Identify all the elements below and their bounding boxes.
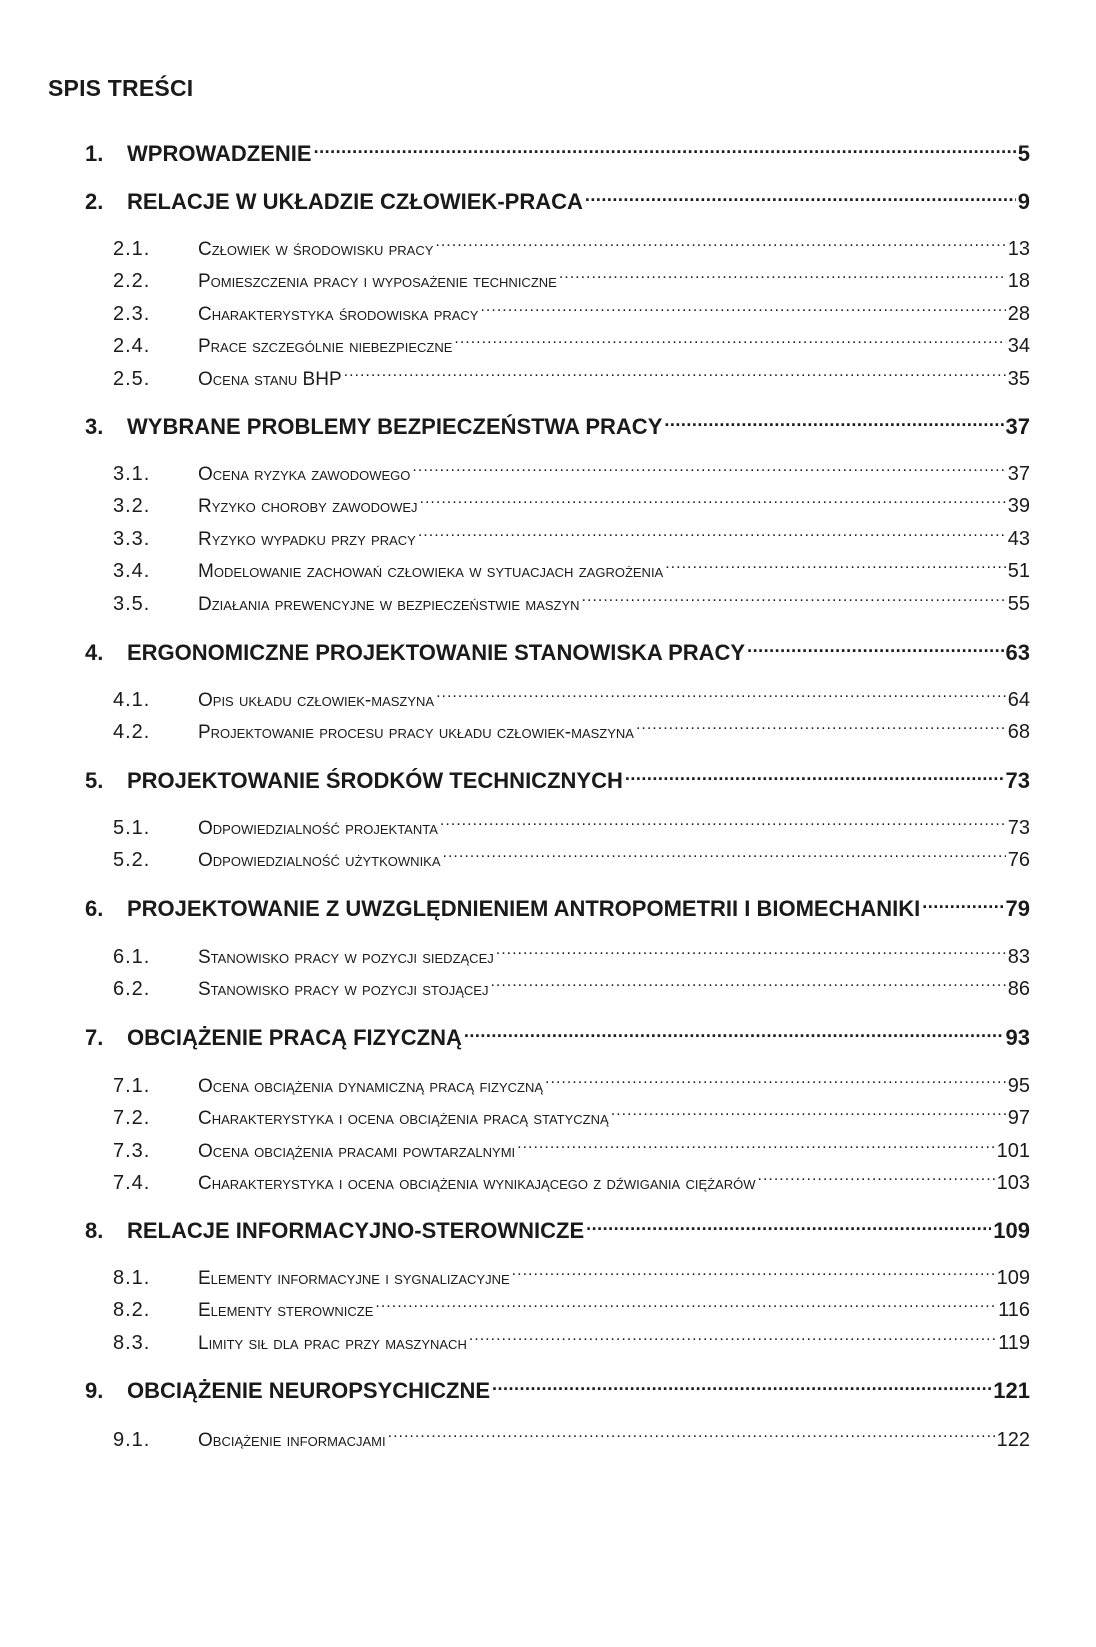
section-page-number: 101 — [996, 1139, 1030, 1162]
toc-chapter-entry[interactable] — [85, 1022, 1030, 1054]
toc-section-entry[interactable] — [113, 234, 1030, 264]
section-page-number: 13 — [1007, 238, 1030, 260]
toc-chapter-entry[interactable] — [85, 186, 1030, 218]
chapter-number: 5. — [85, 768, 104, 793]
section-page-number: 73 — [1007, 817, 1030, 839]
toc-section-entry[interactable] — [113, 845, 1030, 875]
dot-leader — [492, 1376, 991, 1398]
section-title: Ocena obciążenia dynamiczną pracą fizyczną — [198, 1076, 544, 1097]
toc-section-entry[interactable] — [113, 717, 1030, 747]
section-number: 8.3. — [113, 1331, 151, 1354]
section-page-number: 34 — [1007, 335, 1030, 358]
chapter-number: 4. — [85, 640, 104, 665]
section-number: 5.2. — [113, 849, 151, 872]
section-title: Stanowisko pracy w pozycji siedzącej — [198, 947, 494, 968]
toc-section-entry[interactable] — [113, 1425, 1030, 1455]
section-number: 8.1. — [113, 1267, 151, 1289]
chapter-title: RELACJE W UKŁADZIE CZŁOWIEK-PRACA — [127, 189, 583, 214]
chapter-number: 2. — [85, 189, 104, 214]
dot-leader — [464, 1023, 1004, 1045]
section-page-number: 37 — [1007, 463, 1030, 485]
section-title: Elementy sterownicze — [198, 1300, 374, 1322]
section-title: Charakterystyka i ocena obciążenia pracą statyczną — [198, 1108, 609, 1130]
section-title: Modelowanie zachowań człowieka w sytuacjach zagrożenia — [198, 561, 664, 583]
section-title: Ocena stanu BHP — [198, 368, 342, 390]
section-page-number: 68 — [1007, 721, 1030, 744]
section-title: Ocena obciążenia pracami powtarzalnymi — [198, 1140, 516, 1162]
section-number: 6.2. — [113, 978, 151, 1001]
dot-leader — [664, 412, 1003, 434]
section-page-number: 119 — [998, 1331, 1030, 1354]
toc-chapter-entry[interactable] — [85, 1215, 1030, 1247]
section-title: Stanowisko pracy w pozycji stojącej — [198, 979, 489, 1001]
chapter-page-number: 73 — [1005, 768, 1030, 793]
section-number: 2.1. — [113, 238, 151, 260]
toc-section-entry[interactable] — [113, 266, 1030, 296]
toc-section-entry[interactable] — [113, 1103, 1030, 1133]
chapter-page-number: 9 — [1017, 189, 1030, 214]
section-page-number: 95 — [1007, 1075, 1030, 1097]
section-number: 2.3. — [113, 302, 151, 325]
section-number: 5.1. — [113, 817, 151, 839]
toc-section-entry[interactable] — [113, 1071, 1030, 1101]
page-title: SPIS TREŚCI — [48, 75, 194, 101]
chapter-title: OBCIĄŻENIE NEUROPSYCHICZNE — [127, 1378, 491, 1403]
toc-section-entry[interactable] — [113, 491, 1030, 521]
dot-leader — [582, 590, 1006, 610]
toc-section-entry[interactable] — [113, 364, 1030, 394]
toc-chapter-entry[interactable] — [85, 893, 1030, 925]
toc-section-entry[interactable] — [113, 1136, 1030, 1166]
dot-leader — [344, 365, 1006, 385]
section-title: Charakterystyka i ocena obciążenia wynikającego z dźwigania ciężarów — [198, 1173, 756, 1195]
toc-section-entry[interactable] — [113, 942, 1030, 972]
dot-leader — [559, 267, 1006, 287]
section-number: 2.5. — [113, 367, 151, 390]
section-number: 7.2. — [113, 1107, 151, 1130]
toc-section-entry[interactable] — [113, 331, 1030, 361]
dot-leader — [625, 766, 1004, 788]
toc-section-entry[interactable] — [113, 1328, 1030, 1358]
toc-chapter-entry[interactable] — [85, 138, 1030, 170]
chapter-title: PROJEKTOWANIE ŚRODKÓW TECHNICZNYCH — [127, 768, 623, 793]
section-page-number: 103 — [996, 1172, 1030, 1195]
toc-section-entry[interactable] — [113, 556, 1030, 586]
section-number: 7.3. — [113, 1139, 151, 1162]
dot-leader — [412, 460, 1005, 480]
toc-section-entry[interactable] — [113, 589, 1030, 619]
section-page-number: 51 — [1007, 560, 1030, 583]
dot-leader — [435, 235, 1005, 255]
section-number: 3.3. — [113, 527, 151, 550]
section-page-number: 64 — [1007, 689, 1030, 711]
chapter-title: WPROWADZENIE — [127, 141, 312, 166]
dot-leader — [469, 1329, 996, 1349]
section-page-number: 18 — [1007, 270, 1030, 293]
dot-leader — [436, 686, 1006, 706]
toc-section-entry[interactable] — [113, 685, 1030, 715]
chapter-title: PROJEKTOWANIE Z UWZGLĘDNIENIEM ANTROPOMETRII I BIOMECHANIKI — [127, 896, 921, 921]
section-title: Prace szczególnie niebezpieczne — [198, 336, 453, 358]
chapter-number: 3. — [85, 414, 104, 439]
section-title: Elementy informacyjne i sygnalizacyjne — [198, 1268, 510, 1289]
section-number: 6.1. — [113, 946, 151, 968]
section-page-number: 86 — [1007, 978, 1030, 1001]
chapter-page-number: 37 — [1005, 414, 1030, 439]
dot-leader — [636, 718, 1006, 738]
section-title: Charakterystyka środowiska pracy — [198, 303, 479, 325]
chapter-page-number: 5 — [1017, 141, 1030, 166]
section-title: Ryzyko choroby zawodowej — [198, 496, 418, 518]
dot-leader — [512, 1264, 995, 1284]
toc-section-entry[interactable] — [113, 459, 1030, 489]
section-number: 4.2. — [113, 721, 151, 744]
chapter-page-number: 121 — [993, 1378, 1030, 1403]
section-number: 2.4. — [113, 335, 151, 358]
dot-leader — [586, 1216, 991, 1238]
section-page-number: 43 — [1007, 527, 1030, 550]
section-page-number: 116 — [998, 1299, 1030, 1322]
chapter-number: 7. — [85, 1025, 104, 1050]
section-number: 3.4. — [113, 560, 151, 583]
dot-leader — [747, 638, 1003, 660]
dot-leader — [420, 492, 1006, 512]
toc-section-entry[interactable] — [113, 1168, 1030, 1198]
section-title: Opis układu człowiek-maszyna — [198, 690, 435, 711]
toc-section-entry[interactable] — [113, 299, 1030, 329]
dot-leader — [922, 894, 1003, 916]
dot-leader — [375, 1296, 996, 1316]
dot-leader — [480, 300, 1005, 320]
section-page-number: 76 — [1007, 849, 1030, 872]
section-number: 3.1. — [113, 463, 151, 485]
toc-section-entry[interactable] — [113, 1263, 1030, 1293]
toc-chapter-entry[interactable] — [85, 765, 1030, 797]
section-title: Pomieszczenia pracy i wyposażenie techniczne — [198, 271, 557, 293]
chapter-number: 6. — [85, 896, 104, 921]
section-title: Ryzyko wypadku przy pracy — [198, 528, 416, 550]
dot-leader — [545, 1072, 1006, 1092]
toc-chapter-entry[interactable] — [85, 637, 1030, 669]
section-number: 4.1. — [113, 689, 151, 711]
toc-section-entry[interactable] — [113, 1295, 1030, 1325]
toc-section-entry[interactable] — [113, 524, 1030, 554]
section-title: Człowiek w środowisku pracy — [198, 239, 434, 260]
section-number: 7.1. — [113, 1075, 151, 1097]
section-page-number: 28 — [1007, 302, 1030, 325]
chapter-page-number: 63 — [1005, 640, 1030, 665]
chapter-page-number: 93 — [1005, 1025, 1030, 1050]
section-number: 3.5. — [113, 592, 151, 615]
section-number: 9.1. — [113, 1429, 151, 1451]
toc-section-entry[interactable] — [113, 974, 1030, 1004]
section-title: Odpowiedzialność projektanta — [198, 818, 438, 839]
dot-leader — [490, 975, 1005, 995]
dot-leader — [454, 332, 1005, 352]
chapter-number: 8. — [85, 1218, 104, 1243]
dot-leader — [388, 1426, 995, 1446]
dot-leader — [665, 557, 1006, 577]
dot-leader — [758, 1169, 995, 1189]
dot-leader — [314, 139, 1016, 161]
section-number: 3.2. — [113, 495, 151, 518]
section-title: Działania prewencyjne w bezpieczeństwie maszyn — [198, 593, 580, 615]
toc-section-entry[interactable] — [113, 813, 1030, 843]
dot-leader — [443, 846, 1006, 866]
section-title: Limity sił dla prac przy maszynach — [198, 1332, 467, 1354]
dot-leader — [517, 1137, 994, 1157]
dot-leader — [496, 943, 1006, 963]
section-number: 8.2. — [113, 1299, 151, 1322]
chapter-page-number: 109 — [993, 1218, 1030, 1243]
dot-leader — [440, 814, 1006, 834]
chapter-number: 1. — [85, 141, 104, 166]
section-number: 2.2. — [113, 270, 151, 293]
section-title: Odpowiedzialność użytkownika — [198, 850, 441, 872]
section-page-number: 109 — [996, 1267, 1030, 1289]
section-page-number: 39 — [1007, 495, 1030, 518]
toc-chapter-entry[interactable] — [85, 1375, 1030, 1407]
chapter-title: RELACJE INFORMACYJNO-STEROWNICZE — [127, 1218, 585, 1243]
dot-leader — [611, 1104, 1006, 1124]
section-title: Ocena ryzyka zawodowego — [198, 464, 411, 485]
section-page-number: 122 — [996, 1429, 1030, 1451]
section-title: Obciążenie informacjami — [198, 1430, 386, 1451]
section-page-number: 55 — [1007, 592, 1030, 615]
chapter-page-number: 79 — [1005, 896, 1030, 921]
section-title: Projektowanie procesu pracy układu człowiek-maszyna — [198, 722, 634, 744]
dot-leader — [585, 187, 1016, 209]
chapter-number: 9. — [85, 1378, 104, 1403]
section-number: 7.4. — [113, 1172, 151, 1195]
dot-leader — [418, 525, 1006, 545]
chapter-title: WYBRANE PROBLEMY BEZPIECZEŃSTWA PRACY — [127, 414, 663, 439]
toc-chapter-entry[interactable] — [85, 411, 1030, 443]
chapter-title: ERGONOMICZNE PROJEKTOWANIE STANOWISKA PRACY — [127, 640, 746, 665]
section-page-number: 83 — [1007, 946, 1030, 968]
section-page-number: 97 — [1007, 1107, 1030, 1130]
section-page-number: 35 — [1007, 367, 1030, 390]
chapter-title: OBCIĄŻENIE PRACĄ FIZYCZNĄ — [127, 1025, 462, 1050]
